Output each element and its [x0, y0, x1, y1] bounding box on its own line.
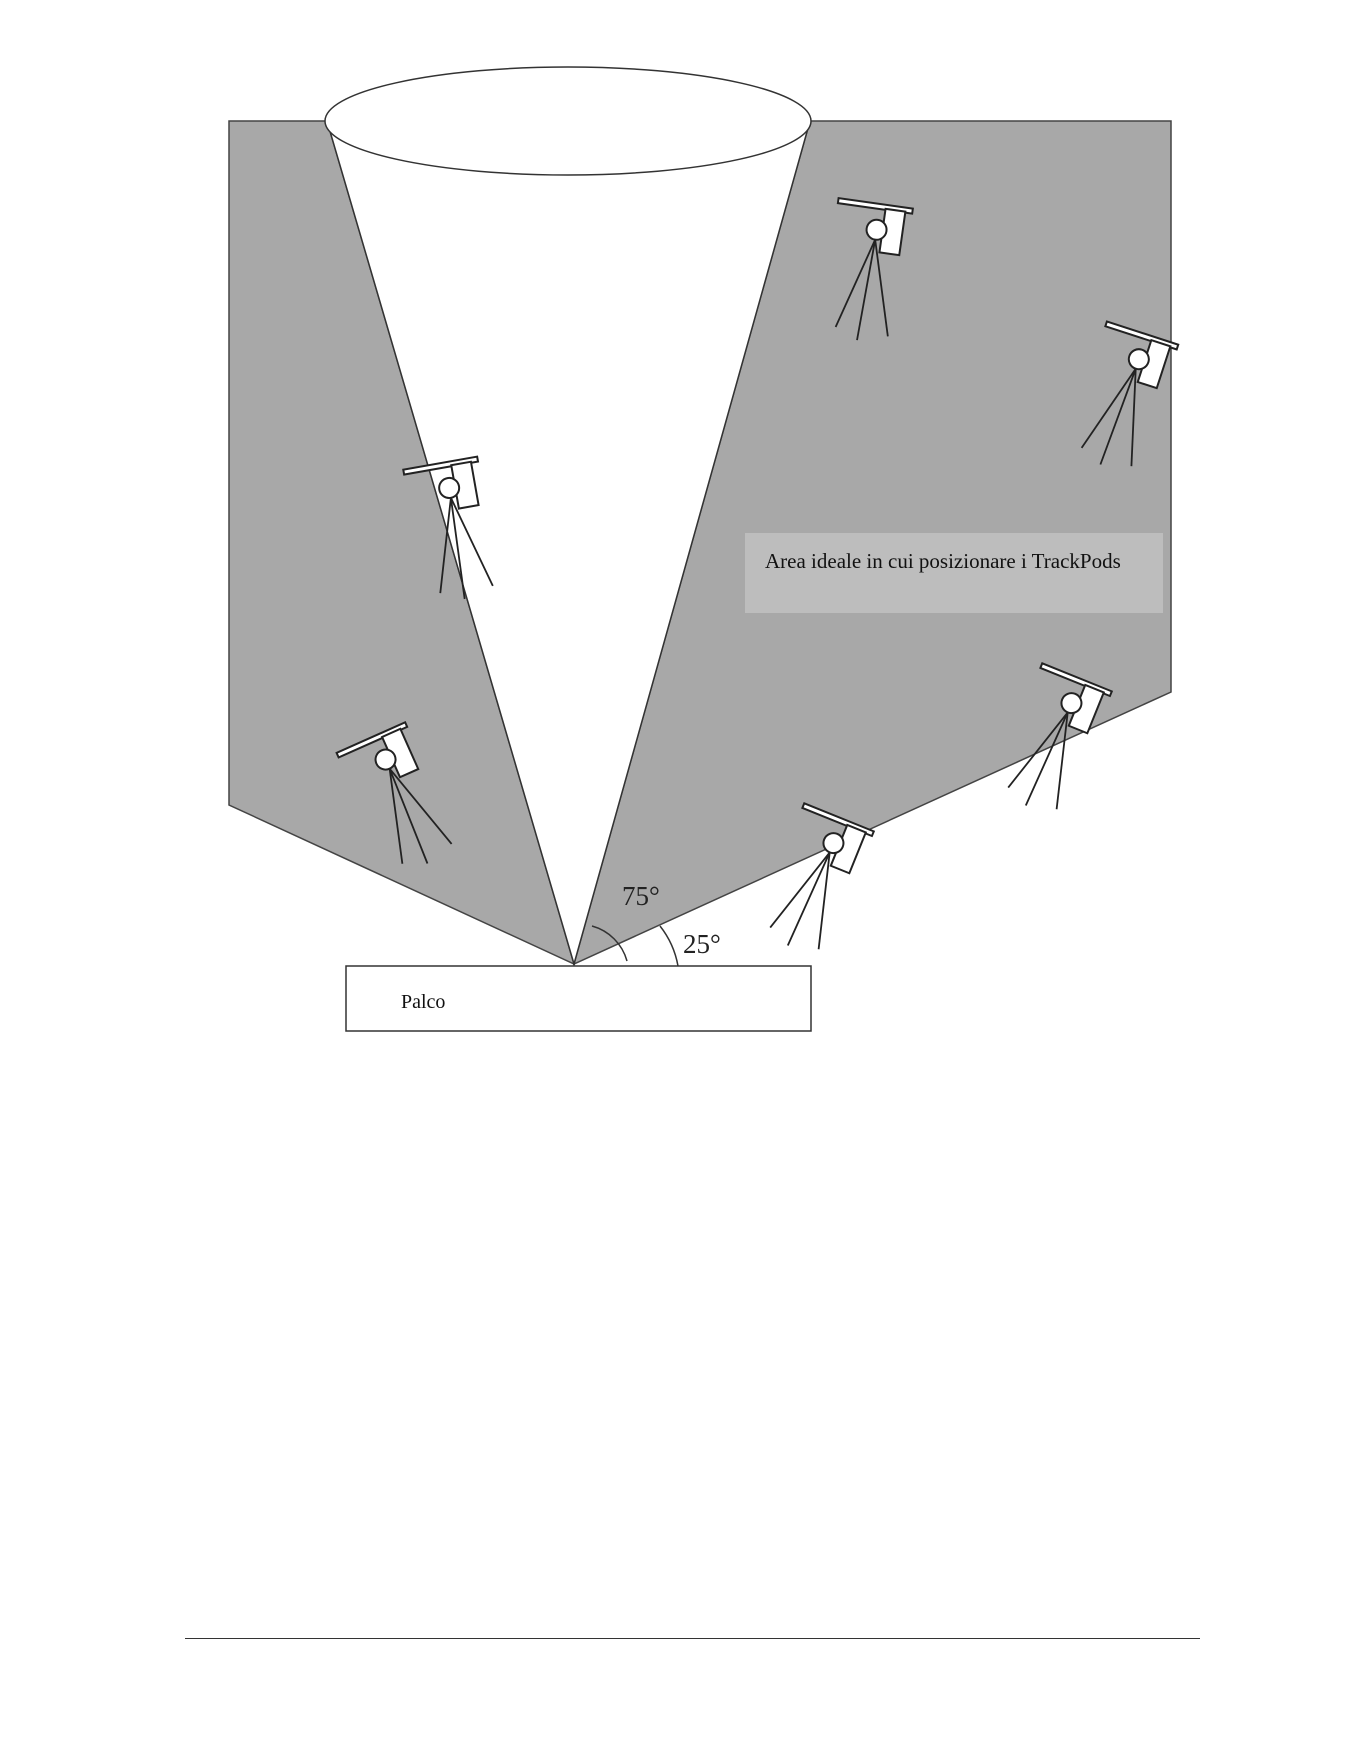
stage-label: Palco: [401, 991, 446, 1013]
angle-arc-outer: [660, 926, 678, 966]
angle-outer-label: 25°: [683, 929, 721, 959]
zone-label-box: [745, 533, 1163, 613]
angle-inner-label: 75°: [622, 881, 660, 911]
zone-label: Area ideale in cui posizionare i TrackPods: [765, 549, 1121, 573]
footer-rule: [185, 1638, 1200, 1639]
cone-top-ellipse: [325, 67, 811, 175]
